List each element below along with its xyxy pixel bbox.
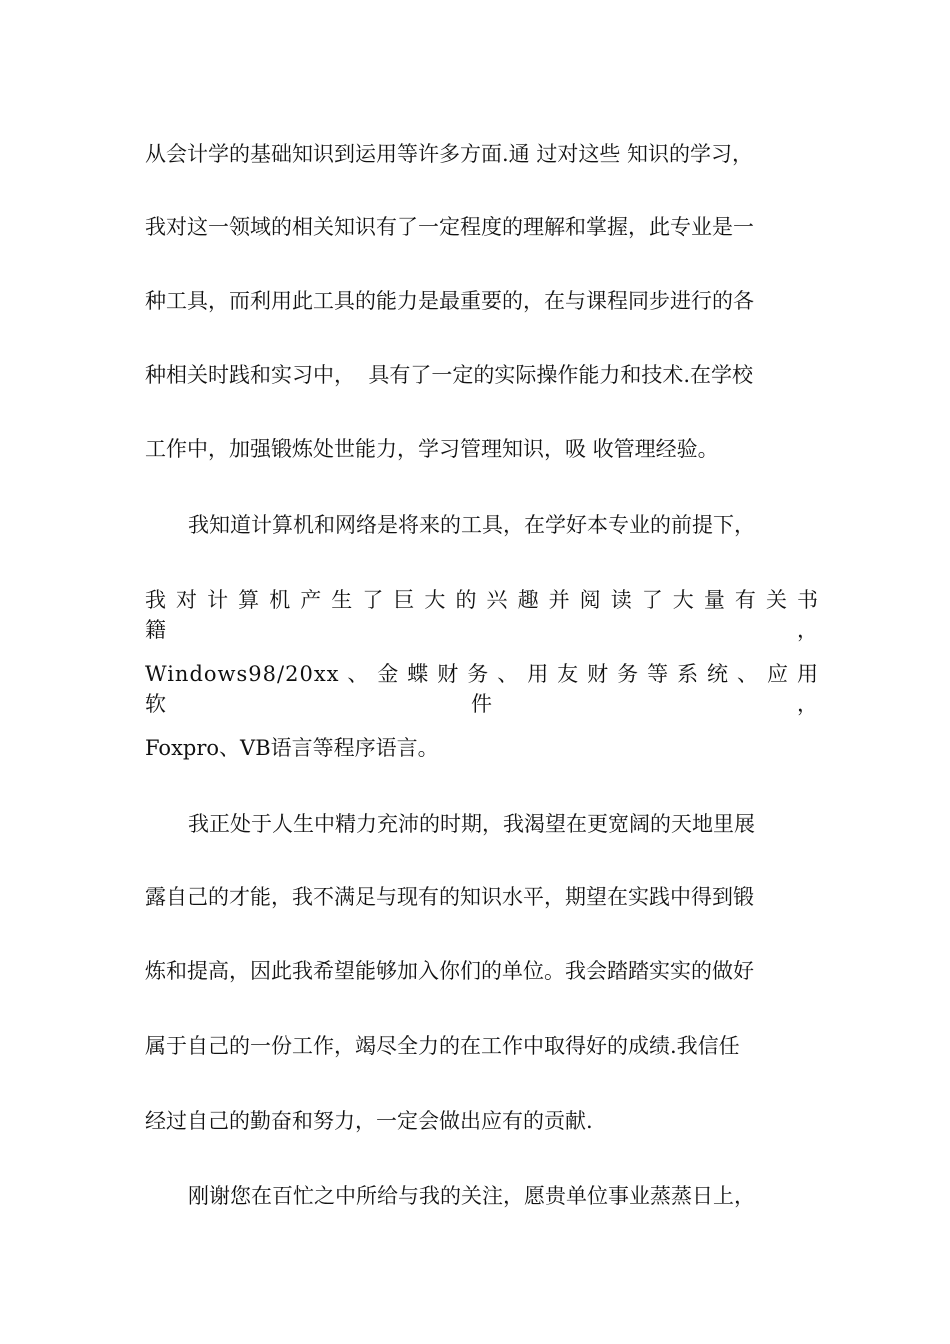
- text-line-9: Foxpro、VB语言等程序语言。: [145, 736, 439, 760]
- text-line-8: Windows98/20xx 、 金 蝶 财 务 、 用 友 财 务 等 系 统 、 应 用 软 件 ，: [145, 662, 819, 716]
- text-line-10: 我正处于人生中精力充沛的时期，我渴望在更宽阔的天地里展: [188, 812, 755, 836]
- text-line-5: 工作中，加强锻炼处世能力，学习管理知识，吸 收管理经验。: [145, 437, 719, 461]
- text-line-11: 露自己的才能，我不满足与现有的知识水平，期望在实践中得到锻: [145, 885, 754, 909]
- text-line-13: 属于自己的一份工作，竭尽全力的在工作中取得好的成绩.我信任: [145, 1034, 740, 1058]
- text-line-12: 炼和提高，因此我希望能够加入你们的单位。我会踏踏实实的做好: [145, 959, 754, 983]
- text-line-15: 刚谢您在百忙之中所给与我的关注，愿贵单位事业蒸蒸日上，: [188, 1184, 755, 1208]
- text-line-6: 我知道计算机和网络是将来的工具，在学好本专业的前提下，: [188, 513, 755, 537]
- text-line-7: 我 对 计 算 机 产 生 了 巨 大 的 兴 趣 并 阅 读 了 大 量 有 关 书 籍 ，: [145, 588, 819, 642]
- text-line-3: 种工具，而利用此工具的能力是最重要的，在与课程同步进行的各: [145, 289, 754, 313]
- text-line-4: 种相关时践和实习中， 具有了一定的实际操作能力和技术.在学校: [145, 363, 754, 387]
- text-line-1: 从会计学的基础知识到运用等许多方面.通 过对这些 知识的学习，: [145, 142, 754, 166]
- text-line-14: 经过自己的勤奋和努力，一定会做出应有的贡献.: [145, 1109, 593, 1133]
- text-line-2: 我对这一领域的相关知识有了一定程度的理解和掌握，此专业是一: [145, 215, 754, 239]
